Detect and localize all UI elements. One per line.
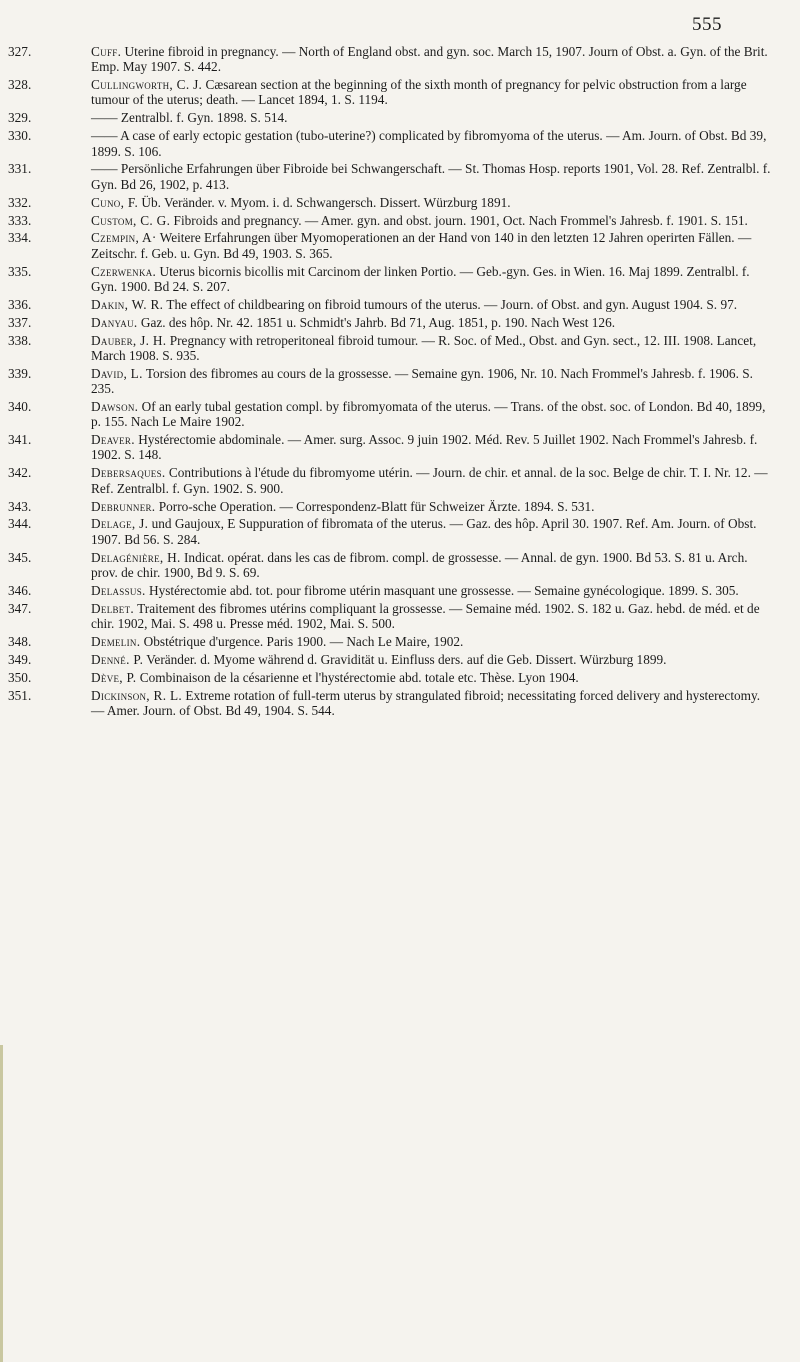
entry-number: 336. [8, 296, 32, 312]
entry-body [91, 432, 757, 462]
bibliography-entry [8, 550, 772, 581]
bibliography-entry [8, 161, 772, 192]
bibliography-entry [8, 128, 772, 159]
entry-citation: —— Zentralbl. f. Gyn. 1898. S. 514. [91, 110, 288, 126]
entry-author: Delassus. [91, 582, 146, 598]
bibliography-entry [8, 516, 772, 547]
entry-body [91, 399, 765, 429]
entry-citation: Weitere Erfahrungen über Myomoperationen an der Hand von 140 in den letzten 12 Jahren operirten Fällen. — Zeitschr. f. Geb. u. Gyn. Bd 49, 1903. S. 365. [91, 230, 752, 261]
bibliography-entry [8, 333, 772, 364]
entry-author: Cuff. [91, 44, 122, 59]
bibliography-entry [8, 399, 772, 430]
page-edge-shadow [0, 1045, 3, 1362]
entry-number: 346. [8, 582, 32, 598]
entry-number: 349. [8, 651, 32, 667]
bibliography-entry [8, 195, 772, 210]
entry-number: 333. [8, 212, 32, 228]
page-number: 555 [692, 14, 722, 35]
entry-author: Delbet. [91, 600, 135, 616]
entry-author: Czempin, A· [91, 230, 157, 246]
entry-number: 335. [8, 263, 32, 279]
entry-author: Dakin, W. R. [91, 296, 164, 312]
entry-citation: Contributions à l'étude du fibromyome utérin. — Journ. de chir. et annal. de la soc. Belge de chir. T. I. Nr. 12. — Ref. Zentralbl. f. Gyn. 1902. S. 900. [91, 465, 768, 496]
bibliography-entry [8, 432, 772, 463]
entry-citation: Veränder. d. Myome während d. Gravidität u. Einfluss ders. auf die Geb. Dissert. Würzburg 1899. [143, 651, 667, 667]
entry-author: Delagénière, H. [91, 549, 181, 565]
entry-citation: Torsion des fibromes au cours de la grossesse. — Semaine gyn. 1906, Nr. 10. Nach Frommel's Jahresb. f. 1906. S. 235. [91, 365, 753, 397]
entry-author: Deaver. [91, 432, 135, 448]
entry-author: Cullingworth, C. J. [91, 77, 203, 93]
entry-author: Dawson. [91, 398, 139, 414]
entry-body [91, 583, 739, 598]
entry-body [91, 634, 463, 649]
entry-citation: —— Persönliche Erfahrungen über Fibroide bei Schwangerschaft. — St. Thomas Hosp. reports 1901, Vol. 28. Ref. Zentralbl. f. Gyn. Bd 26, 1902, p. 413. [91, 161, 771, 192]
entry-author: Dève, P. [91, 669, 137, 685]
entry-number: 342. [8, 465, 32, 481]
bibliography-entry [8, 77, 772, 108]
entry-body [91, 161, 771, 191]
entry-number: 334. [8, 230, 32, 246]
entry-number: 339. [8, 365, 32, 381]
entry-body [91, 213, 748, 228]
entry-number: 338. [8, 332, 32, 348]
entry-number: 328. [8, 77, 32, 93]
entry-number: 350. [8, 669, 32, 685]
bibliography-entry [8, 601, 772, 632]
entry-author: Danyau. [91, 314, 138, 330]
entry-number: 330. [8, 128, 32, 144]
entry-number: 341. [8, 432, 32, 448]
entry-citation: Fibroids and pregnancy. — Amer. gyn. and obst. journ. 1901, Oct. Nach Frommel's Jahresb. f. 1901. S. 151. [170, 212, 748, 228]
entry-author: Demelin. [91, 633, 141, 649]
entry-citation: Cæsarean section at the beginning of the sixth month of pregnancy for pelvic obstruction from a large tumour of the uterus; death. — Lancet 1894, 1. S. 1194. [91, 77, 747, 108]
entry-citation: Hystérectomie abdominale. — Amer. surg. Assoc. 9 juin 1902. Méd. Rev. 5 Juillet 1902. Nach Frommel's Jahresb. f. 1902. S. 148. [91, 432, 758, 463]
entry-number: 344. [8, 516, 32, 532]
entry-number: 340. [8, 398, 32, 414]
bibliography-entry [8, 230, 772, 261]
entry-author: Delage, J. [91, 516, 149, 532]
bibliography-entry [8, 688, 772, 719]
entry-body [91, 465, 768, 495]
entry-author: Dickinson, R. L. [91, 687, 183, 703]
entry-citation: Porro-sche Operation. — Correspondenz-Blatt für Schweizer Ärzte. 1894. S. 531. [155, 498, 595, 514]
entry-body [91, 652, 666, 667]
entry-citation: The effect of childbearing on fibroid tumours of the uterus. — Journ. of Obst. and gyn. August 1904. S. 97. [163, 296, 738, 312]
entry-number: 345. [8, 549, 32, 565]
entry-citation: Uterus bicornis bicollis mit Carcinom der linken Portio. — Geb.-gyn. Ges. in Wien. 16. Maj 1899. Zentralbl. f. Gyn. 1900. Bd 24. S. 207. [91, 263, 750, 294]
entry-citation: —— A case of early ectopic gestation (tubo-uterine?) complicated by fibromyoma of the uterus. — Am. Journ. of Obst. Bd 39, 1899. S. 106. [91, 128, 767, 159]
bibliography-entry [8, 465, 772, 496]
bibliography-entry [8, 213, 772, 228]
bibliography-entry [8, 583, 772, 598]
entry-number: 327. [8, 44, 32, 59]
entry-body [91, 550, 748, 580]
entry-author: Debersaques. [91, 465, 166, 481]
bibliography-entry [8, 499, 772, 514]
entry-author: Czerwenka. [91, 263, 157, 279]
entry-body [91, 110, 287, 125]
entry-body [91, 315, 615, 330]
entry-citation: Of an early tubal gestation compl. by fibromyomata of the uterus. — Trans. of the obst. soc. of London. Bd 40, 1899, p. 155. Nach Le Maire 1902. [91, 398, 766, 430]
entry-number: 331. [8, 161, 32, 177]
entry-body [91, 333, 756, 363]
bibliography-entry [8, 634, 772, 649]
entry-author: David, L. [91, 365, 143, 381]
entry-citation: Uterine fibroid in pregnancy. — North of England obst. and gyn. soc. March 15, 1907. Journ of Obst. a. Gyn. of the Brit. Emp. May 1907. S. 442. [91, 44, 768, 75]
bibliography-entry [8, 366, 772, 397]
entry-citation: Hystérectomie abd. tot. pour fibrome utérin masquant une grossesse. — Semaine gynécologique. 1899. S. 305. [145, 582, 739, 598]
bibliography-entry [8, 264, 772, 295]
entry-body [91, 297, 737, 312]
entry-citation: und Gaujoux, E Suppuration of fibromata of the uterus. — Gaz. des hôp. April 30. 1907. Ref. Am. Journ. of Obst. 1907. Bd 56. S. 284. [91, 516, 757, 547]
bibliography-entry [8, 44, 772, 75]
entry-citation: Obstétrique d'urgence. Paris 1900. — Nach Le Maire, 1902. [140, 633, 464, 649]
entry-author: Denné. P. [91, 651, 144, 667]
entry-author: Debrunner. [91, 498, 156, 514]
entry-body [91, 195, 511, 210]
bibliography-entry [8, 315, 772, 330]
bibliography-entry [8, 670, 772, 685]
entry-body [91, 688, 760, 718]
entry-number: 347. [8, 600, 32, 616]
entry-body [91, 77, 747, 107]
entry-body [91, 230, 751, 260]
entry-body [91, 499, 595, 514]
bibliography-entry [8, 110, 772, 125]
entry-body [91, 670, 579, 685]
entry-citation: Extreme rotation of full-term uterus by strangulated fibroid; necessitating forced delivery and hysterectomy. — Amer. Journ. of Obst. Bd 49, 1904. S. 544. [91, 687, 761, 718]
entry-citation: Üb. Veränder. v. Myom. i. d. Schwangersch. Dissert. Würzburg 1891. [138, 194, 511, 210]
bibliography-entry [8, 652, 772, 667]
entry-number: 348. [8, 633, 32, 649]
entry-citation: Pregnancy with retroperitoneal fibroid tumour. — R. Soc. of Med., Obst. and Gyn. sect., 12. III. 1908. Lancet, March 1908. S. 935. [91, 332, 757, 363]
bibliography-list [8, 44, 772, 721]
entry-body [91, 44, 768, 74]
entry-body [91, 601, 760, 631]
entry-body [91, 516, 757, 546]
entry-author: Dauber, J. H. [91, 332, 167, 348]
entry-citation: Traitement des fibromes utérins compliquant la grossesse. — Semaine méd. 1902. S. 182 u. Gaz. hebd. de méd. et de chir. 1902, Mai. S. 498 u. Presse méd. 1902, Mai. S. 500. [91, 600, 760, 631]
entry-author: Custom, C. G. [91, 212, 171, 228]
entry-citation: Indicat. opérat. dans les cas de fibrom. compl. de grossesse. — Annal. de gyn. 1900. Bd 53. S. 81 u. Arch. prov. de chir. 1900, Bd 9. S. 69. [91, 549, 748, 580]
entry-citation: Gaz. des hôp. Nr. 42. 1851 u. Schmidt's Jahrb. Bd 71, Aug. 1851, p. 190. Nach West 126. [137, 314, 616, 330]
entry-citation: Combinaison de la césarienne et l'hystérectomie abd. totale etc. Thèse. Lyon 1904. [136, 669, 579, 685]
entry-number: 332. [8, 194, 32, 210]
entry-body [91, 264, 750, 294]
entry-body [91, 128, 766, 158]
entry-author: Cuno, F. [91, 194, 139, 210]
bibliography-entry [8, 297, 772, 312]
entry-number: 343. [8, 498, 32, 514]
entry-number: 351. [8, 687, 32, 703]
entry-number: 337. [8, 314, 32, 330]
entry-number: 329. [8, 110, 32, 126]
entry-body [91, 366, 753, 396]
